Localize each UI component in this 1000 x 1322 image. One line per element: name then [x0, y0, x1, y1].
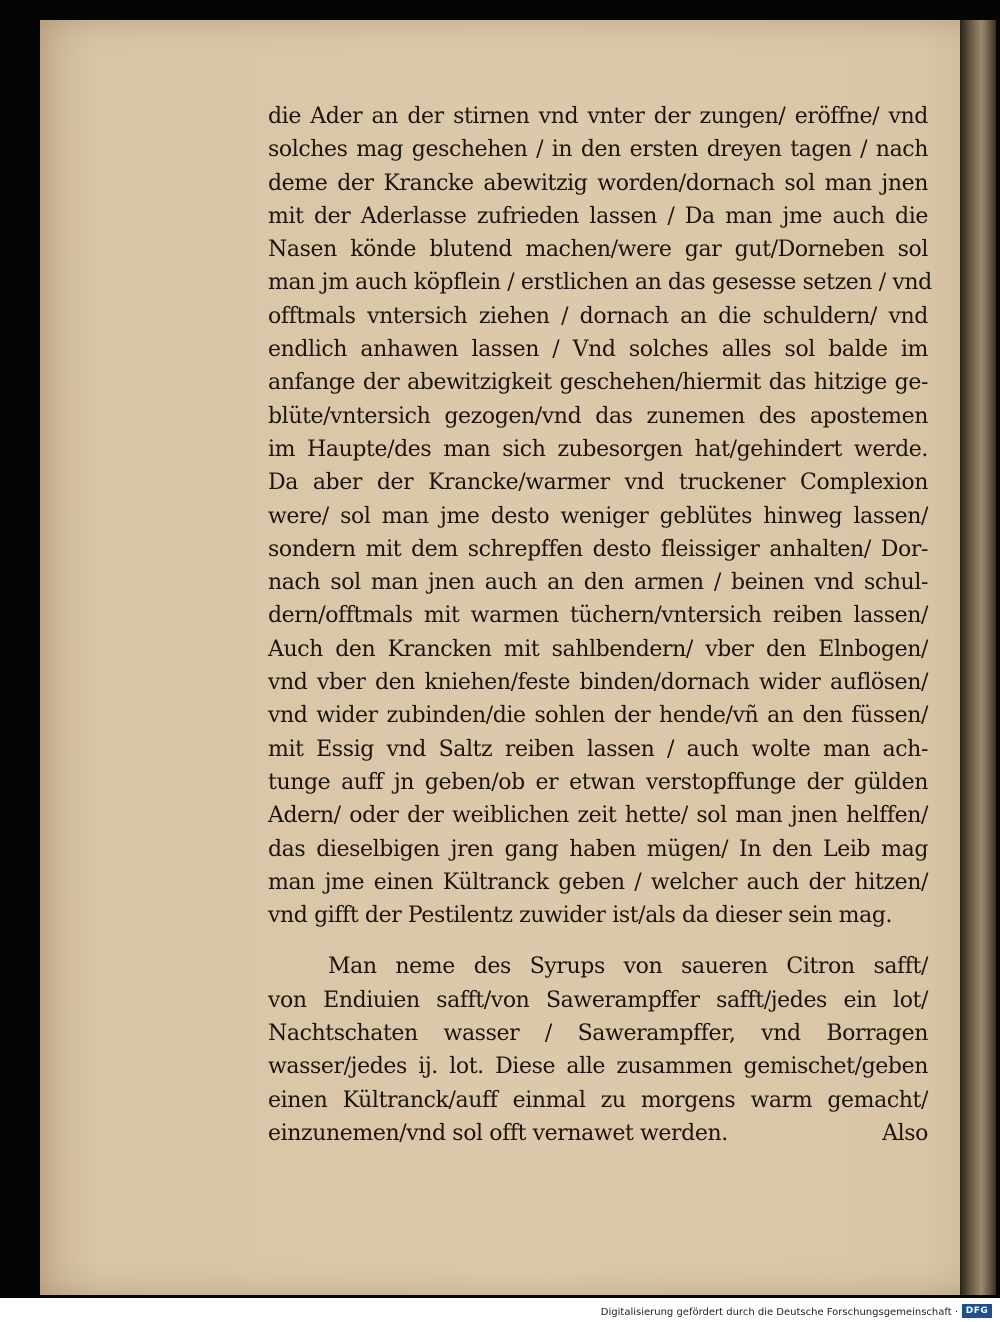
text-line: offtmals vntersich ziehen / dornach an die schuldern/ vnd [268, 303, 928, 329]
text-line: anfange der abewitzigkeit geschehen/hiermit das hitzige ge- [268, 370, 928, 396]
recipe-line: Man neme des Syrups von saueren Citron safft/ [328, 954, 928, 980]
text-line: man jm auch köpflein / erstlichen an das gesesse setzen / vnd [268, 270, 932, 296]
text-line: vnd wider zubinden/die sohlen der hende/vñ an den füssen/ [268, 703, 928, 729]
footer-bar [0, 1298, 1000, 1322]
text-line: deme der Krancke abewitzig worden/dornach sol man jnen [268, 170, 928, 196]
text-line: vnd vber den kniehen/feste binden/dornach wider auflösen/ [268, 670, 928, 696]
text-line: Nasen könde blutend machen/were gar gut/Dorneben sol [268, 237, 928, 263]
text-line: solches mag geschehen / in den ersten dreyen tagen / nach [268, 137, 928, 163]
text-line: Da aber der Krancke/warmer vnd truckener Complexion [268, 470, 928, 496]
text-line: dern/offtmals mit warmen tüchern/vntersich reiben lassen/ [268, 603, 928, 629]
recipe-line: einen Kültranck/auff einmal zu morgens warm gemacht/ [268, 1087, 928, 1113]
text-line: im Haupte/des man sich zubesorgen hat/gehindert werde. [268, 436, 928, 462]
text-line: die Ader an der stirnen vnd vnter der zungen/ eröffne/ vnd [268, 104, 928, 129]
text-line: nach sol man jnen auch an den armen / beinen vnd schul- [268, 570, 928, 596]
text-line: Adern/ oder der weiblichen zeit hette/ sol man jnen helffen/ [268, 803, 928, 829]
dfg-logo-icon: DFG [962, 1304, 992, 1318]
page-text [268, 100, 932, 1150]
recipe-line: von Endiuien safft/von Sawerampffer safft/jedes ein lot/ [268, 987, 928, 1013]
text-line: das dieselbigen jren gang haben mügen/ In den Leib mag [268, 836, 928, 862]
text-line: vnd gifft der Pestilentz zuwider ist/als da dieser sein mag. [268, 903, 893, 929]
recipe-line: Nachtschaten wasser / Sawerampffer, vnd Borragen [268, 1021, 928, 1047]
text-line: mit Essig vnd Saltz reiben lassen / auch wolte man ach- [268, 736, 928, 762]
recipe-line: wasser/jedes ij. lot. Diese alle zusammen gemischet/geben [268, 1054, 928, 1080]
text-line: endlich anhawen lassen / Vnd solches alles sol balde im [268, 337, 928, 363]
text-line: sondern mit dem schrepffen desto fleissiger anhalten/ Dor- [268, 536, 928, 562]
text-line: Auch den Krancken mit sahlbendern/ vber den Elnbogen/ [268, 636, 928, 662]
text-line: blüte/vntersich gezogen/vnd das zunemen des apostemen [268, 403, 928, 429]
text-line: tunge auff jn geben/ob er etwan verstopffunge der gülden [268, 769, 928, 795]
closing-text: einzunemen/vnd sol offt vernawet werden. [268, 1120, 728, 1146]
page-edge [960, 20, 996, 1295]
paragraph-gap [268, 932, 928, 950]
footer-credit: Digitalisierung gefördert durch die Deutsche Forschungsgemeinschaft · [600, 1307, 958, 1318]
text-line: mit der Aderlasse zufrieden lassen / Da man jme auch die [268, 203, 928, 229]
text-line: were/ sol man jme desto weniger geblütes hinweg lassen/ [268, 503, 928, 529]
closing-line [268, 1117, 928, 1150]
catchword: Also [882, 1120, 928, 1146]
text-line: man jme einen Kültranck geben / welcher auch der hitzen/ [268, 869, 928, 895]
